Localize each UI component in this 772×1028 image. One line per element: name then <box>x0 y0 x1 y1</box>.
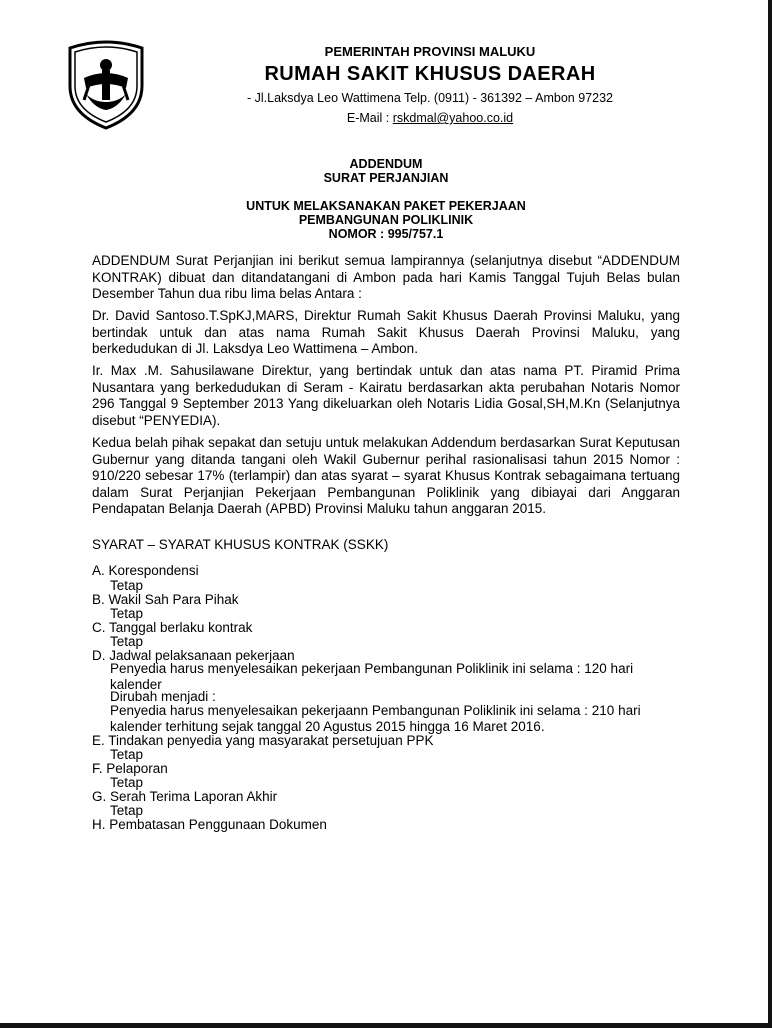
sskk-heading: SYARAT – SYARAT KHUSUS KONTRAK (SSKK) <box>92 537 389 552</box>
agreement-paragraph: Kedua belah pihak sepakat dan setuju untuk melakukan Addendum berdasarkan Surat Keputusan Gubernur yang ditanda tangani oleh Wakil Gubernur perihal rasionalisasi tahun 2015 Nomor : 910/220 sebesar 17% (terlampir) dan atas syarat – syarat Khusus Kontrak sebagaimana tertuang dalam Surat Perjanjian Pekerjaan Pembangunan Poliklinik yang dibiayai dari Anggaran Pendapatan Belanja Daerah (APBD) Provinsi Maluku tahun anggaran 2015. <box>92 435 680 517</box>
page-border-bottom <box>0 1023 772 1028</box>
sskk-item-b: B. Wakil Sah Para Pihak <box>92 592 239 607</box>
email-label: E-Mail : <box>346 111 393 125</box>
email-link[interactable]: rskdmal@yahoo.co.id <box>392 111 514 125</box>
page-border-right <box>768 0 772 1028</box>
sskk-item-f-value: Tetap <box>110 775 144 790</box>
sskk-item-e-value: Tetap <box>110 747 144 762</box>
address-line: - Jl.Laksdya Leo Wattimena Telp. (0911) - 361392 – Ambon 97232 <box>247 91 613 105</box>
doc-subtitle-line2: PEMBANGUNAN POLIKLINIK <box>298 213 474 227</box>
sskk-item-e: E. Tindakan penyedia yang masyarakat persetujuan PPK <box>92 733 434 748</box>
sskk-item-b-value: Tetap <box>110 606 144 621</box>
sskk-item-d-new: Penyedia harus menyelesaikan pekerjaann Pembangunan Poliklinik ini selama : 210 hari kalender terhitung sejak tanggal 20 Agustus 2015 hingga 16 Maret 2016. <box>110 703 641 734</box>
sskk-item-h: H. Pembatasan Penggunaan Dokumen <box>92 817 327 832</box>
sskk-item-a: A. Korespondensi <box>92 563 199 578</box>
province-heading: PEMERINTAH PROVINSI MALUKU <box>324 44 536 59</box>
sskk-item-d: D. Jadwal pelaksanaan pekerjaan <box>92 648 295 663</box>
doc-subtitle-line1: UNTUK MELAKSANAKAN PAKET PEKERJAAN <box>246 199 526 213</box>
sskk-item-g: G. Serah Terima Laporan Akhir <box>92 789 278 804</box>
sskk-item-f: F. Pelaporan <box>92 761 168 776</box>
doc-title-line1: ADDENDUM <box>349 157 423 171</box>
institution-heading: RUMAH SAKIT KHUSUS DAERAH <box>264 63 596 85</box>
sskk-item-d-original: Penyedia harus menyelesaikan pekerjaan Pembangunan Poliklinik ini selama : 120 hari kalender <box>110 661 634 692</box>
email-line <box>150 111 710 125</box>
intro-paragraph: ADDENDUM Surat Perjanjian ini berikut semua lampirannya (selanjutnya disebut “ADDENDUM KONTRAK) dibuat dan ditandatangani di Ambon pada hari Kamis Tanggal Tujuh Belas bulan Desember Tahun dua ribu lima belas Antara : <box>92 253 680 302</box>
sskk-item-d-changed-label: Dirubah menjadi : <box>110 689 216 704</box>
sskk-item-a-value: Tetap <box>110 578 144 593</box>
maluku-emblem-icon <box>64 38 148 130</box>
second-party-paragraph: Ir. Max .M. Sahusilawane Direktur, yang bertindak untuk dan atas nama PT. Piramid Prima Nusantara yang berkedudukan di Seram - Kairatu berdasarkan akta perubahan Notaris Nomor 296 Tanggal 9 September 2013 Yang dikeluarkan oleh Notaris Lidia Gosal,SH,M.Kn (Selanjutnya disebut “PENYEDIA). <box>92 363 680 428</box>
first-party-paragraph: Dr. David Santoso.T.SpKJ,MARS, Direktur Rumah Sakit Khusus Daerah Provinsi Maluku, yang bertindak untuk dan atas nama Rumah Sakit Khusus Daerah Provinsi Maluku, yang berkedudukan di Jl. Laksdya Leo Wattimena – Ambon. <box>92 308 680 357</box>
sskk-item-g-value: Tetap <box>110 803 144 818</box>
sskk-item-c: C. Tanggal berlaku kontrak <box>92 620 253 635</box>
sskk-item-c-value: Tetap <box>110 634 144 649</box>
doc-title-line2: SURAT PERJANJIAN <box>323 171 449 185</box>
doc-number: NOMOR : 995/757.1 <box>328 227 444 241</box>
